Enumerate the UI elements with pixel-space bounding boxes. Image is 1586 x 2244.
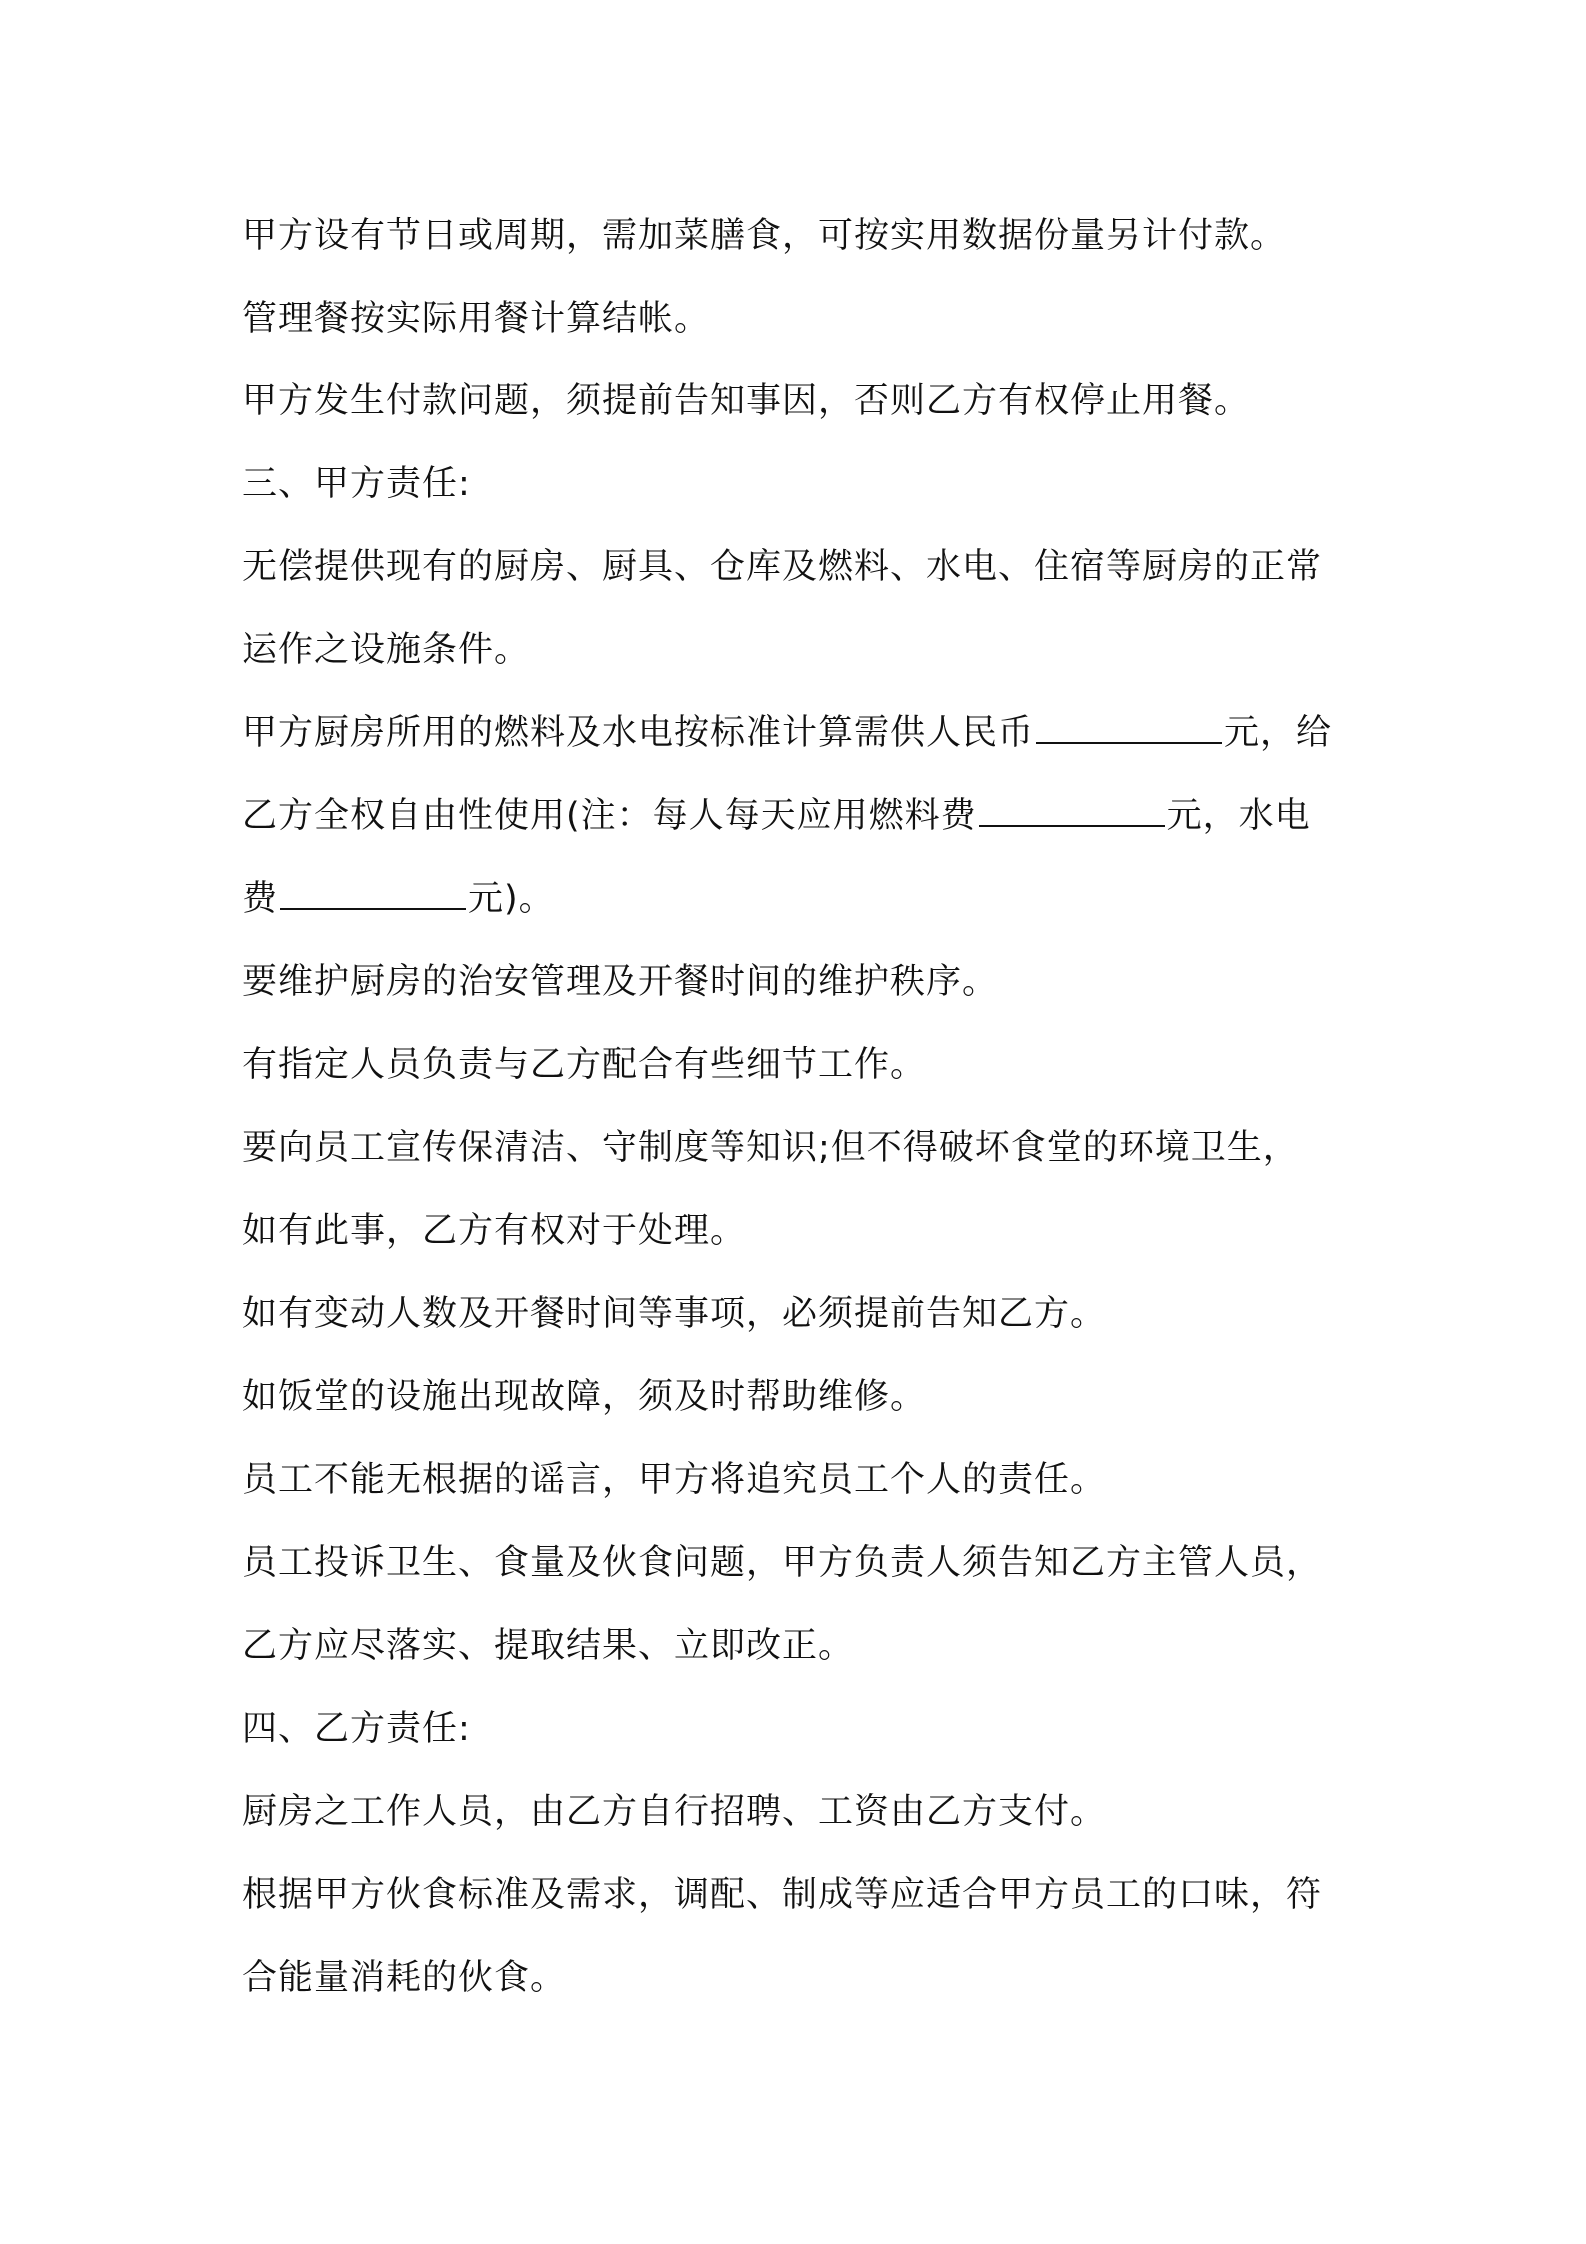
paragraph-fuel-line3 xyxy=(242,875,1362,923)
paragraph-fuel-line2 xyxy=(242,792,1362,840)
paragraph-management-meals: 管理餐按实际用餐计算结帐。 xyxy=(242,299,711,339)
fuel-text-3: 乙方全权自由性使用(注：每人每天应用燃料费 xyxy=(242,796,977,836)
paragraph-holiday-meals: 甲方设有节日或周期，需加菜膳食，可按实用数据份量另计付款。 xyxy=(242,216,1287,256)
paragraph-rumors: 员工不能无根据的谣言，甲方将追究员工个人的责任。 xyxy=(242,1460,1107,1500)
paragraph-hygiene-line2: 如有此事，乙方有权对于处理。 xyxy=(242,1211,747,1251)
paragraph-security: 要维护厨房的治安管理及开餐时间的维护秩序。 xyxy=(242,962,999,1002)
paragraph-repair: 如饭堂的设施出现故障，须及时帮助维修。 xyxy=(242,1377,927,1417)
paragraph-headcount-change: 如有变动人数及开餐时间等事项，必须提前告知乙方。 xyxy=(242,1294,1107,1334)
paragraph-fuel-line1 xyxy=(242,709,1362,757)
heading-party-a-duties: 三、甲方责任: xyxy=(242,464,471,504)
paragraph-kitchen-staff: 厨房之工作人员，由乙方自行招聘、工资由乙方支付。 xyxy=(242,1792,1107,1832)
paragraph-facilities-line1: 无偿提供现有的厨房、厨具、仓库及燃料、水电、住宿等厨房的正常 xyxy=(242,547,1323,587)
paragraph-designated-staff: 有指定人员负责与乙方配合有些细节工作。 xyxy=(242,1045,927,1085)
fill-blank-utility-fee[interactable] xyxy=(280,878,466,910)
paragraph-payment-issue: 甲方发生付款问题，须提前告知事因，否则乙方有权停止用餐。 xyxy=(242,381,1251,421)
fill-blank-rmb[interactable] xyxy=(1036,712,1222,744)
fuel-text-1: 甲方厨房所用的燃料及水电按标准计算需供人民币 xyxy=(242,713,1035,753)
fuel-text-2: 元，给 xyxy=(1224,713,1333,753)
paragraph-complaints-line2: 乙方应尽落实、提取结果、立即改正。 xyxy=(242,1626,855,1666)
paragraph-hygiene-line1: 要向员工宣传保清洁、守制度等知识;但不得破坏食堂的环境卫生， xyxy=(242,1128,1299,1168)
paragraph-complaints-line1: 员工投诉卫生、食量及伙食问题，甲方负责人须告知乙方主管人员， xyxy=(242,1543,1323,1583)
fuel-text-6: 元)。 xyxy=(468,879,555,919)
heading-party-b-duties: 四、乙方责任: xyxy=(242,1709,471,1749)
fuel-text-4: 元，水电 xyxy=(1166,796,1311,836)
fuel-text-5: 费 xyxy=(242,879,279,919)
paragraph-meal-standard-line1: 根据甲方伙食标准及需求，调配、制成等应适合甲方员工的口味，符 xyxy=(242,1875,1323,1915)
paragraph-meal-standard-line2: 合能量消耗的伙食。 xyxy=(242,1958,567,1998)
fill-blank-fuel-fee[interactable] xyxy=(979,795,1165,827)
paragraph-facilities-line2: 运作之设施条件。 xyxy=(242,630,531,670)
